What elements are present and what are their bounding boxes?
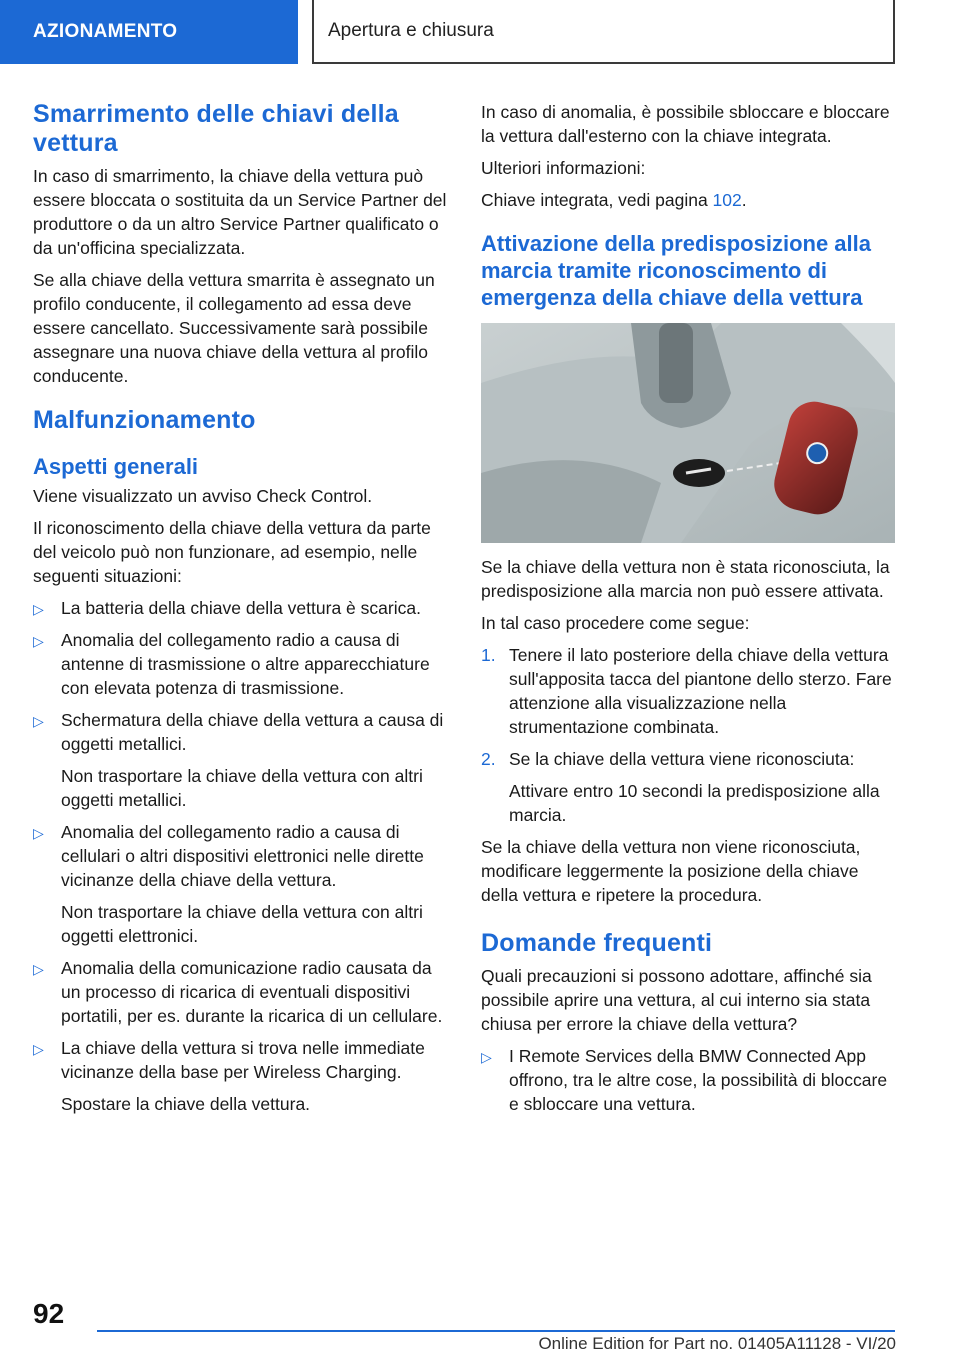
step-item [481,643,895,739]
triangle-bullet-icon: ▷ [33,633,44,649]
faq-list [481,1044,895,1116]
list-item-note: Non trasportare la chiave della vettura con altri oggetti metallici. [61,766,423,810]
list-item [33,628,447,700]
list-item-text: Anomalia della comunicazione radio causata da un processo di ricarica di eventuali dispositivi portatili, per es. durante la ricarica di un cellulare. [61,958,443,1026]
left-column [33,100,447,1124]
paragraph: Se la chiave della vettura non viene riconosciuta, modificare leggermente la posizione della chiave della vettura e ripetere la procedura. [481,837,861,905]
list-item [33,596,447,620]
footer-divider [97,1330,895,1332]
chapter-header [312,0,895,64]
paragraph: Viene visualizzato un avviso Check Control. [33,486,373,506]
list-item-text: Anomalia del collegamento radio a causa di antenne di trasmissione o altre apparecchiature con elevata potenza di trasmissione. [61,630,430,698]
list-item [33,956,447,1028]
list-item [33,708,447,812]
list-item-text: Schermatura della chiave della vettura a causa di oggetti metallici. [61,710,444,754]
list-item-note: Spostare la chiave della vettura. [61,1094,311,1114]
paragraph: In tal caso procedere come segue: [481,613,750,633]
heading-general: Aspetti generali [33,454,199,479]
triangle-bullet-icon: ▷ [33,601,44,617]
step-number: 2. [481,749,496,769]
chapter-title: Apertura e chiusura [328,20,494,41]
paragraph: In caso di smarrimento, la chiave della vettura può essere bloccata o sostituita da un Service Partner del produttore o da un altro Service Partner qualificato o da un'officina specializzata. [33,166,447,258]
list-item-text: Anomalia del collegamento radio a causa di cellulari o altri dispositivi elettronici nelle dirette vicinanze della chiave della vettura. [61,822,424,890]
reference-suffix: . [741,190,747,210]
page-number: 92 [33,1298,65,1329]
heading-lost-keys: Smarrimento delle chiavi della vettura [33,100,399,157]
paragraph: Se alla chiave della vettura smarrita è assegnato un profilo conducente, il collegamento ad essa deve essere cancellato. Successivamente sarà possibile assegnare una nuova chiave della vettura al profilo conducente. [33,270,435,386]
triangle-bullet-icon: ▷ [33,713,44,729]
step-text: Tenere il lato posteriore della chiave della vettura sull'apposita tacca del piantone dello sterzo. Fare attenzione alla visualizzazione nella strumentazione combinata. [509,645,892,737]
right-column [481,100,895,1124]
list-item-text: La batteria della chiave della vettura è scarica. [61,598,421,618]
triangle-bullet-icon: ▷ [33,961,44,977]
triangle-bullet-icon: ▷ [33,825,44,841]
footer-edition: Online Edition for Part no. 01405A11128 - VI/20 [538,1334,896,1353]
paragraph: Ulteriori informazioni: [481,158,646,178]
step-text: Se la chiave della vettura viene riconosciuta: [509,749,855,769]
heading-faq: Domande frequenti [481,929,713,957]
steering-column-key-image [481,323,895,543]
list-item [33,1036,447,1116]
step-item [481,747,895,827]
page-link[interactable]: 102 [712,190,742,210]
list-item [33,820,447,948]
heading-malfunction: Malfunzionamento [33,406,256,434]
paragraph: Il riconoscimento della chiave della vettura da parte del veicolo può non funzionare, ad esempio, nelle seguenti situazioni: [33,518,431,586]
triangle-bullet-icon: ▷ [33,1041,44,1057]
triangle-bullet-icon: ▷ [481,1049,492,1065]
paragraph-cross-reference [481,188,895,212]
heading-emergency-recognition: Attivazione della predisposizione alla marcia tramite riconoscimento di emergenza della chiave della vettura [481,231,871,310]
section-tab [0,0,298,64]
malfunction-list [33,596,447,1116]
reference-text: Chiave integrata, vedi pagina [481,190,713,210]
paragraph: In caso di anomalia, è possibile sbloccare e bloccare la vettura dall'esterno con la chiave integrata. [481,102,890,146]
step-number: 1. [481,645,496,665]
list-item-text: La chiave della vettura si trova nelle immediate vicinanze della base per Wireless Charging. [61,1038,425,1082]
paragraph: Quali precauzioni si possono adottare, affinché sia possibile aprire una vettura, al cui interno sia stata chiusa per errore la chiave della vettura? [481,966,872,1034]
list-item [481,1044,895,1116]
list-item-text: I Remote Services della BMW Connected App offrono, tra le altre cose, la possibilità di bloccare e sbloccare una vettura. [509,1046,888,1114]
procedure-steps [481,643,895,827]
illustration-svg [481,323,895,543]
step-note: Attivare entro 10 secondi la predisposizione alla marcia. [509,781,880,825]
paragraph: Se la chiave della vettura non è stata riconosciuta, la predisposizione alla marcia non può essere attivata. [481,557,890,601]
section-title: AZIONAMENTO [33,21,178,42]
list-item-note: Non trasportare la chiave della vettura con altri oggetti elettronici. [61,902,423,946]
